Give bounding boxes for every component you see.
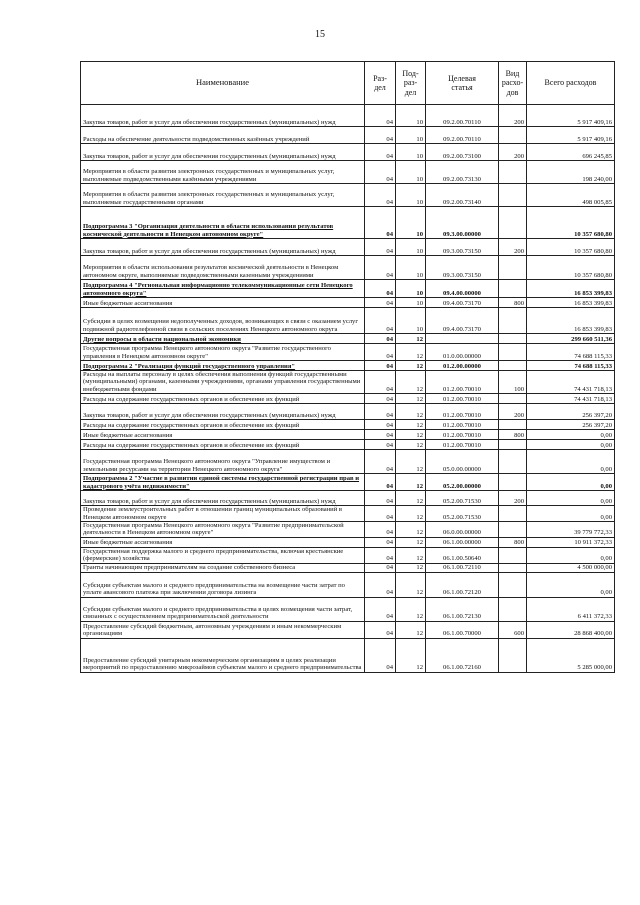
row-total: 0,00: [527, 547, 615, 563]
row-target: [426, 334, 499, 344]
row-name: Закупка товаров, работ и услуг для обеспечения государственных (муниципальных) нужд: [81, 105, 365, 127]
row-expense-type: 200: [499, 239, 527, 256]
table-row: [81, 563, 615, 572]
row-name: Предоставление субсидий унитарным некоммерческим организациям в целях реализации мероприятий по предоставлению микрозаймов субъектам малого и среднего предпринимательства: [81, 638, 365, 672]
row-name: Подпрограмма 3 "Организация деятельности в области использования результатов космической деятельности в Ненецком автономном округе": [81, 207, 365, 239]
row-target: 09.4.00.73170: [426, 308, 499, 334]
header-name: Наименование: [81, 62, 365, 105]
row-total: 39 779 772,33: [527, 522, 615, 538]
row-target: 05.2.00.71530: [426, 506, 499, 522]
row-target: 09.3.00.00000: [426, 207, 499, 239]
row-name: Расходы на содержание государственных органов и обеспечение их функций: [81, 420, 365, 430]
table-row: [81, 127, 615, 144]
row-name: Расходы на содержание государственных органов и обеспечение их функций: [81, 394, 365, 404]
table-row: [81, 361, 615, 371]
table-row: [81, 371, 615, 394]
row-section: 04: [365, 547, 396, 563]
row-total: 198 240,00: [527, 161, 615, 184]
row-subsection: 12: [396, 563, 426, 572]
row-expense-type: [499, 361, 527, 371]
row-section: 04: [365, 298, 396, 308]
row-expense-type: [499, 572, 527, 597]
row-name: Проведение землеустроительных работ в отношении границ муниципальных образований в Ненецком автономном округе: [81, 506, 365, 522]
row-total: 0,00: [527, 440, 615, 450]
row-target: 06.0.00.00000: [426, 522, 499, 538]
row-subsection: 10: [396, 256, 426, 280]
row-name: Государственная программа Ненецкого автономного округа "Управление имуществом и земельными ресурсами на территории Ненецкого автономного округа": [81, 450, 365, 474]
header-target: Целевая статья: [426, 62, 499, 105]
row-target: 06.1.00.70000: [426, 621, 499, 638]
table-row: [81, 344, 615, 361]
row-total: 0,00: [527, 450, 615, 474]
row-target: 06.1.00.72110: [426, 563, 499, 572]
row-total: 16 853 399,83: [527, 280, 615, 298]
row-target: 09.2.00.70110: [426, 127, 499, 144]
row-name: Расходы на обеспечение деятельности подведомственных казённых учреждений: [81, 127, 365, 144]
row-total: 498 005,85: [527, 184, 615, 207]
row-name: Закупка товаров, работ и услуг для обеспечения государственных (муниципальных) нужд: [81, 491, 365, 506]
row-expense-type: 200: [499, 491, 527, 506]
header-subsection: Под- раз- дел: [396, 62, 426, 105]
row-target: 01.2.00.70010: [426, 420, 499, 430]
row-subsection: 12: [396, 450, 426, 474]
row-target: 01.2.00.70010: [426, 440, 499, 450]
header-total: Всего расходов: [527, 62, 615, 105]
row-expense-type: [499, 394, 527, 404]
row-section: 04: [365, 537, 396, 547]
row-subsection: 12: [396, 547, 426, 563]
table-row: [81, 450, 615, 474]
row-name: Предоставление субсидий бюджетным, автономным учреждениям и иным некоммерческим организациям: [81, 621, 365, 638]
row-subsection: 12: [396, 638, 426, 672]
row-target: 01.2.00.70010: [426, 430, 499, 440]
row-expense-type: [499, 522, 527, 538]
row-section: 04: [365, 161, 396, 184]
row-total: 299 660 511,36: [527, 334, 615, 344]
row-subsection: 10: [396, 184, 426, 207]
row-total: 6 411 372,33: [527, 597, 615, 621]
row-expense-type: [499, 474, 527, 491]
row-total: 74 688 115,33: [527, 361, 615, 371]
row-expense-type: [499, 161, 527, 184]
row-target: 05.2.00.00000: [426, 474, 499, 491]
row-subsection: 12: [396, 430, 426, 440]
row-subsection: 12: [396, 334, 426, 344]
table-row: [81, 572, 615, 597]
row-total: 696 245,85: [527, 144, 615, 161]
row-target: 01.0.00.00000: [426, 344, 499, 361]
row-expense-type: [499, 547, 527, 563]
row-subsection: 12: [396, 440, 426, 450]
row-total: 5 917 409,16: [527, 105, 615, 127]
row-target: 05.2.00.71530: [426, 491, 499, 506]
row-name: Государственная программа Ненецкого автономного округа "Развитие государственного управления в Ненецком автономном округе": [81, 344, 365, 361]
table-row: [81, 207, 615, 239]
table-row: [81, 239, 615, 256]
row-section: 04: [365, 597, 396, 621]
table-row: [81, 161, 615, 184]
row-total: 256 397,20: [527, 420, 615, 430]
row-name: Подпрограмма 4 "Региональная информационно телекоммуникационные сети Ненецкого автономного округа": [81, 280, 365, 298]
row-target: 01.2.00.70010: [426, 394, 499, 404]
row-name: Мероприятия в области развития электронных государственных и муниципальных услуг, выполняемые государственными органами: [81, 184, 365, 207]
row-expense-type: [499, 638, 527, 672]
row-expense-type: [499, 344, 527, 361]
row-total: 5 917 409,16: [527, 127, 615, 144]
table-row: [81, 184, 615, 207]
row-name: Расходы на выплаты персоналу в целях обеспечения выполнения функций государственными (муниципальными) органами, казенными учреждениями, органами управления государственными внебюджетными фондами: [81, 371, 365, 394]
row-expense-type: 800: [499, 537, 527, 547]
row-subsection: 12: [396, 572, 426, 597]
row-target: 01.2.00.70010: [426, 371, 499, 394]
row-name: Расходы на содержание государственных органов и обеспечение их функций: [81, 440, 365, 450]
row-subsection: 12: [396, 506, 426, 522]
row-total: 256 397,20: [527, 404, 615, 420]
table-row: [81, 308, 615, 334]
row-subsection: 10: [396, 308, 426, 334]
row-expense-type: 200: [499, 404, 527, 420]
row-target: 09.2.00.73100: [426, 144, 499, 161]
row-expense-type: [499, 308, 527, 334]
table-row: [81, 547, 615, 563]
table-header-row: [81, 62, 615, 105]
row-total: 5 285 000,00: [527, 638, 615, 672]
row-target: 09.2.00.73140: [426, 184, 499, 207]
row-name: Субсидии субъектам малого и среднего предпринимательства на возмещение части затрат по уплате авансового платежа при заключении договора лизинга: [81, 572, 365, 597]
row-total: 28 868 400,00: [527, 621, 615, 638]
row-section: 04: [365, 127, 396, 144]
row-section: 04: [365, 474, 396, 491]
table-row: [81, 334, 615, 344]
row-total: 10 911 372,33: [527, 537, 615, 547]
row-subsection: 12: [396, 361, 426, 371]
row-name: Закупка товаров, работ и услуг для обеспечения государственных (муниципальных) нужд: [81, 404, 365, 420]
table-row: [81, 638, 615, 672]
row-subsection: 12: [396, 394, 426, 404]
row-section: 04: [365, 522, 396, 538]
table-row: [81, 298, 615, 308]
table-row: [81, 440, 615, 450]
row-subsection: 10: [396, 207, 426, 239]
row-section: 04: [365, 572, 396, 597]
row-subsection: 10: [396, 144, 426, 161]
row-section: 04: [365, 420, 396, 430]
row-expense-type: 200: [499, 105, 527, 127]
row-target: 06.1.00.72130: [426, 597, 499, 621]
row-target: 09.4.00.00000: [426, 280, 499, 298]
row-subsection: 12: [396, 621, 426, 638]
row-expense-type: 200: [499, 144, 527, 161]
row-total: 0,00: [527, 474, 615, 491]
row-subsection: 12: [396, 371, 426, 394]
row-subsection: 12: [396, 522, 426, 538]
page-number: 15: [315, 29, 325, 40]
row-name: Государственная программа Ненецкого автономного округа "Развитие предпринимательской деятельности в Ненецком автономном округе": [81, 522, 365, 538]
row-total: 10 357 680,80: [527, 207, 615, 239]
row-section: 04: [365, 207, 396, 239]
row-total: 10 357 680,80: [527, 256, 615, 280]
row-target: 06.1.00.72160: [426, 638, 499, 672]
row-section: 04: [365, 563, 396, 572]
row-target: 01.2.00.70010: [426, 404, 499, 420]
row-subsection: 10: [396, 280, 426, 298]
row-section: 04: [365, 256, 396, 280]
row-section: 04: [365, 239, 396, 256]
row-section: 04: [365, 344, 396, 361]
row-target: 06.1.00.00000: [426, 537, 499, 547]
row-section: 04: [365, 371, 396, 394]
table-row: [81, 621, 615, 638]
row-name: Гранты начинающим предпринимателям на создание собственного бизнеса: [81, 563, 365, 572]
row-total: 0,00: [527, 430, 615, 440]
table-row: [81, 491, 615, 506]
row-subsection: 12: [396, 537, 426, 547]
row-expense-type: [499, 256, 527, 280]
row-name: Иные бюджетные ассигнования: [81, 537, 365, 547]
row-name: Субсидии субъектам малого и среднего предпринимательства в целях возмещения части затрат, связанных с осуществлением предпринимательской деятельности: [81, 597, 365, 621]
row-expense-type: [499, 127, 527, 144]
row-section: 04: [365, 638, 396, 672]
row-total: 74 431 718,13: [527, 371, 615, 394]
row-subsection: 10: [396, 105, 426, 127]
table-row: [81, 280, 615, 298]
table-row: [81, 597, 615, 621]
row-expense-type: 800: [499, 430, 527, 440]
row-total: 74 688 115,33: [527, 344, 615, 361]
row-section: 04: [365, 450, 396, 474]
row-total: 74 431 718,13: [527, 394, 615, 404]
table-row: [81, 144, 615, 161]
row-section: 04: [365, 506, 396, 522]
row-total: 0,00: [527, 572, 615, 597]
row-total: 16 853 399,83: [527, 298, 615, 308]
row-name: Закупка товаров, работ и услуг для обеспечения государственных (муниципальных) нужд: [81, 144, 365, 161]
row-subsection: 12: [396, 344, 426, 361]
budget-table: [80, 61, 615, 673]
row-expense-type: [499, 563, 527, 572]
table-row: [81, 522, 615, 538]
row-target: 09.2.00.73130: [426, 161, 499, 184]
row-section: 04: [365, 308, 396, 334]
row-target: 09.2.00.70110: [426, 105, 499, 127]
row-expense-type: [499, 207, 527, 239]
row-total: 16 853 399,83: [527, 308, 615, 334]
row-total: 10 357 680,80: [527, 239, 615, 256]
row-target: 09.3.00.73150: [426, 239, 499, 256]
row-subsection: 12: [396, 420, 426, 430]
table-row: [81, 394, 615, 404]
row-name: Подпрограмма 2 "Реализация функций государственного управления": [81, 361, 365, 371]
table-row: [81, 256, 615, 280]
row-expense-type: [499, 334, 527, 344]
row-expense-type: [499, 506, 527, 522]
row-expense-type: [499, 184, 527, 207]
row-section: 04: [365, 404, 396, 420]
row-section: 04: [365, 491, 396, 506]
row-name: Иные бюджетные ассигнования: [81, 430, 365, 440]
row-subsection: 10: [396, 161, 426, 184]
row-name: Закупка товаров, работ и услуг для обеспечения государственных (муниципальных) нужд: [81, 239, 365, 256]
row-expense-type: [499, 597, 527, 621]
row-total: 0,00: [527, 491, 615, 506]
row-subsection: 10: [396, 298, 426, 308]
header-expense-type: Вид расхо- дов: [499, 62, 527, 105]
table-row: [81, 404, 615, 420]
row-target: 09.3.00.73150: [426, 256, 499, 280]
row-target: 01.2.00.00000: [426, 361, 499, 371]
row-section: 04: [365, 184, 396, 207]
row-name: Иные бюджетные ассигнования: [81, 298, 365, 308]
row-section: 04: [365, 621, 396, 638]
row-subsection: 12: [396, 404, 426, 420]
row-expense-type: 800: [499, 298, 527, 308]
table-row: [81, 105, 615, 127]
row-expense-type: [499, 440, 527, 450]
row-expense-type: 100: [499, 371, 527, 394]
row-section: 04: [365, 394, 396, 404]
header-section: Раз- дел: [365, 62, 396, 105]
row-target: 06.1.00.72120: [426, 572, 499, 597]
row-name: Мероприятия в области развития электронных государственных и муниципальных услуг, выполняемые подведомственными казёнными учреждениями: [81, 161, 365, 184]
row-name: Подпрограмма 2 "Участие в развитии единой системы государственной регистрации прав и кадастрового учёта недвижимости": [81, 474, 365, 491]
row-expense-type: [499, 420, 527, 430]
row-name: Субсидии в целях возмещения недополученных доходов, возникающих в связи с оказанием услуг подвижной радиотелефонной связи в сельских поселениях Ненецкого автономного округа: [81, 308, 365, 334]
row-total: 0,00: [527, 506, 615, 522]
row-target: 05.0.00.00000: [426, 450, 499, 474]
row-subsection: 12: [396, 474, 426, 491]
table-row: [81, 474, 615, 491]
row-name: Мероприятия в области использования результатов космической деятельности в Ненецком автономном округе, выполняемые подведомственными казенными учреждениями: [81, 256, 365, 280]
table-row: [81, 537, 615, 547]
row-section: 04: [365, 334, 396, 344]
row-expense-type: [499, 280, 527, 298]
row-target: 09.4.00.73170: [426, 298, 499, 308]
table-row: [81, 420, 615, 430]
row-name: Государственная поддержка малого и среднего предпринимательства, включая крестьянские (фермерские) хозяйства: [81, 547, 365, 563]
row-expense-type: 600: [499, 621, 527, 638]
row-section: 04: [365, 105, 396, 127]
row-section: 04: [365, 280, 396, 298]
row-target: 06.1.00.50640: [426, 547, 499, 563]
row-section: 04: [365, 144, 396, 161]
table-row: [81, 506, 615, 522]
row-section: 04: [365, 361, 396, 371]
row-subsection: 12: [396, 597, 426, 621]
row-expense-type: [499, 450, 527, 474]
row-subsection: 10: [396, 127, 426, 144]
row-section: 04: [365, 430, 396, 440]
row-section: 04: [365, 440, 396, 450]
table-row: [81, 430, 615, 440]
row-total: 4 500 000,00: [527, 563, 615, 572]
row-name: Другие вопросы в области национальной экономики: [81, 334, 365, 344]
row-subsection: 10: [396, 239, 426, 256]
row-subsection: 12: [396, 491, 426, 506]
